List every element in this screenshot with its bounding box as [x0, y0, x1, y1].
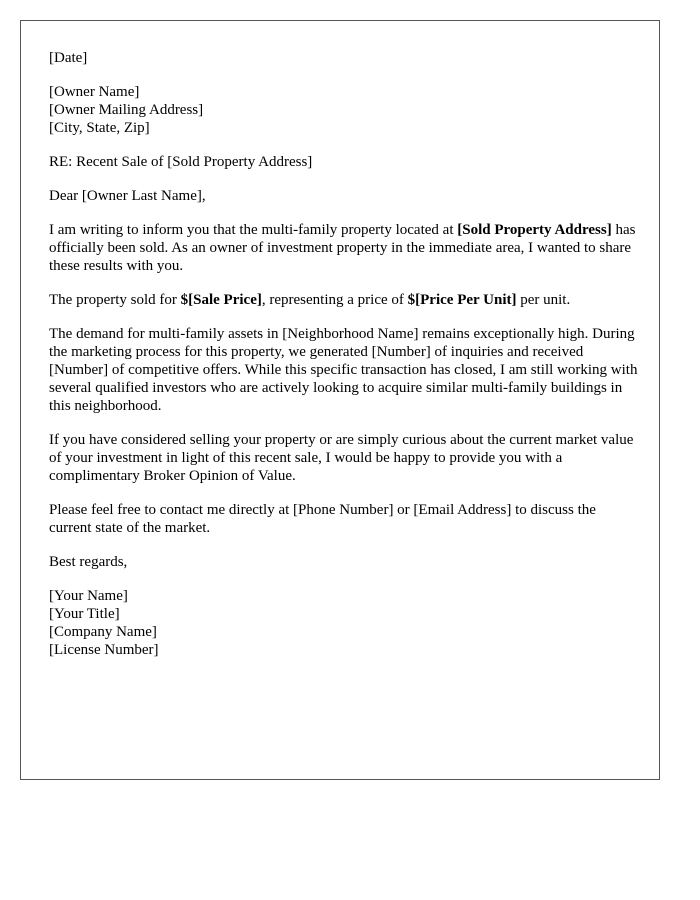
sender-company: [Company Name] — [49, 624, 157, 640]
owner-name: [Owner Name] — [49, 84, 140, 100]
owner-city-state-zip: [City, State, Zip] — [49, 120, 150, 136]
sender-name: [Your Name] — [49, 588, 128, 604]
salutation — [49, 187, 639, 205]
recipient-address-block — [49, 83, 639, 137]
paragraph-sale-price — [49, 291, 639, 309]
sale-price: $[Sale Price] — [180, 292, 262, 308]
closing — [49, 553, 639, 571]
signature-block — [49, 587, 639, 659]
sender-title: [Your Title] — [49, 606, 120, 622]
p2-text-middle: , representing a price of — [261, 292, 408, 308]
paragraph-market-demand: The demand for multi-family assets in [Neighborhood Name] remains exceptionally high. During the marketing process for this property, we generated [Number] of inquiries and received [Number] of competitive offers. While this specific transaction has closed, I am still working with several qualified investors who are actively looking to acquire similar multi-family buildings in this neighborhood. — [49, 326, 638, 414]
sold-property-address: [Sold Property Address] — [457, 222, 612, 238]
letter-subject: RE: Recent Sale of [Sold Property Address] — [49, 154, 313, 170]
date-line — [49, 49, 639, 67]
price-per-unit: $[Price Per Unit] — [407, 292, 517, 308]
owner-mailing-address: [Owner Mailing Address] — [49, 102, 204, 118]
paragraph-valuation-offer: If you have considered selling your property or are simply curious about the current market value of your investment in light of this recent sale, I would be happy to provide you with a complimentary Broker Opinion of Value. — [49, 432, 634, 484]
sender-license: [License Number] — [49, 642, 159, 658]
subject-line — [49, 153, 639, 171]
closing-text: Best regards, — [49, 554, 128, 570]
p1-text-before: I am writing to inform you that the multi-family property located at — [49, 222, 458, 238]
paragraph-contact: Please feel free to contact me directly at [Phone Number] or [Email Address] to discuss the current state of the market. — [49, 502, 596, 536]
p2-text-after: per unit. — [516, 292, 571, 308]
p2-text-before: The property sold for — [49, 292, 181, 308]
letter-body — [49, 49, 639, 675]
p1-text-after: has officially been sold. As an owner of investment property in the immediate area, I wanted to share these results with you. — [49, 222, 636, 274]
letter-page — [20, 20, 660, 780]
paragraph-sale-announcement — [49, 221, 639, 275]
salutation-text: Dear [Owner Last Name], — [49, 188, 206, 204]
letter-date: [Date] — [49, 50, 88, 66]
